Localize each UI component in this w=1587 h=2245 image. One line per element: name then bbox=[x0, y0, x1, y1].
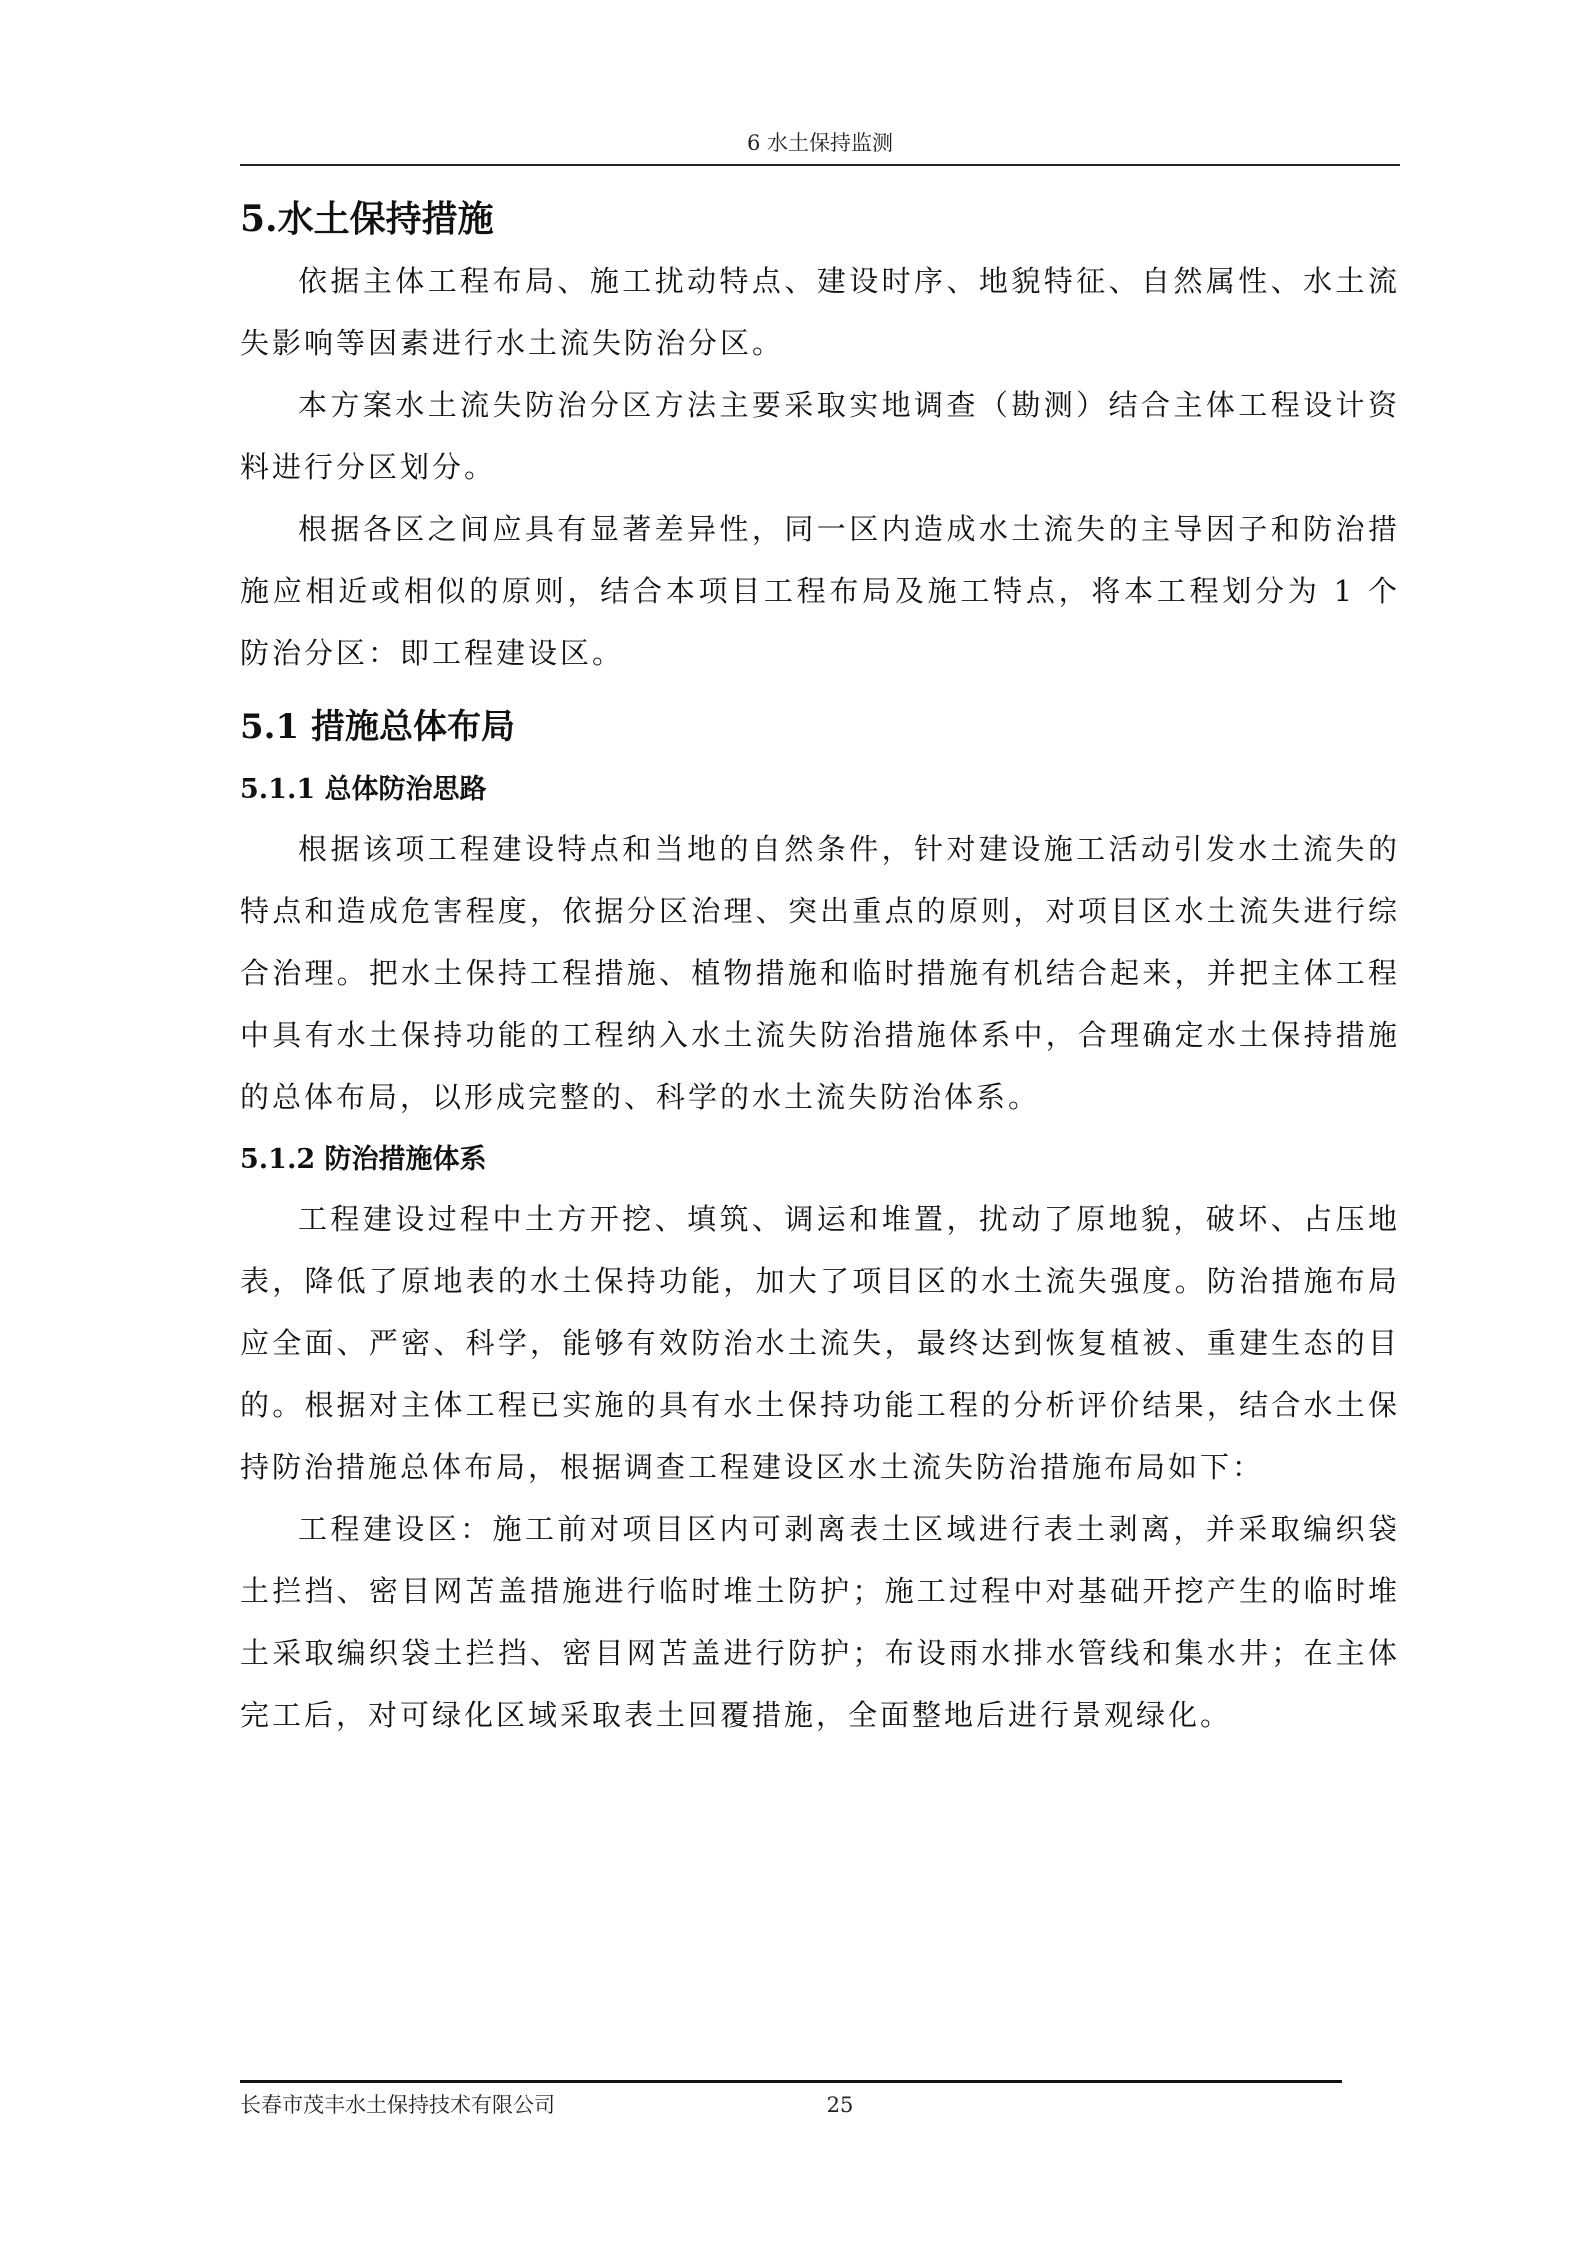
running-header: 6 水土保持监测 bbox=[746, 131, 894, 155]
subsubsection-title: 5.1.2 防治措施体系 bbox=[240, 1144, 487, 1175]
paragraph: 本方案水土流失防治分区方法主要采取实地调查（勘测）结合主体工程设计资料进行分区划分。 bbox=[240, 388, 1400, 484]
paragraph: 工程建设过程中土方开挖、填筑、调运和堆置，扰动了原地貌，破坏、占压地表，降低了原地表的水土保持功能，加大了项目区的水土流失强度。防治措施布局应全面、严密、科学，能够有效防治水土流失，最终达到恢复植被、重建生态的目的。根据对主体工程已实施的具有水土保持功能工程的分析评价结果，结合水土保持防治措施总体布局，根据调查工程建设区水土流失防治措施布局如下： bbox=[240, 1202, 1400, 1484]
page-number: 25 bbox=[826, 2093, 854, 2117]
footer-divider bbox=[240, 2080, 1342, 2083]
page-body bbox=[240, 188, 1400, 1746]
header-divider bbox=[240, 164, 1400, 166]
subsubsection-title: 5.1.1 总体防治思路 bbox=[240, 774, 487, 805]
paragraph: 工程建设区：施工前对项目区内可剥离表土区域进行表土剥离，并采取编织袋土拦挡、密目网苫盖措施进行临时堆土防护；施工过程中对基础开挖产生的临时堆土采取编织袋土拦挡、密目网苫盖进行防护；布设雨水排水管线和集水井；在主体完工后，对可绿化区域采取表土回覆措施，全面整地后进行景观绿化。 bbox=[240, 1512, 1400, 1732]
paragraph: 依据主体工程布局、施工扰动特点、建设时序、地貌特征、自然属性、水土流失影响等因素进行水土流失防治分区。 bbox=[240, 264, 1400, 360]
footer-company: 长春市茂丰水土保持技术有限公司 bbox=[240, 2093, 555, 2117]
paragraph: 根据该项工程建设特点和当地的自然条件，针对建设施工活动引发水土流失的特点和造成危害程度，依据分区治理、突出重点的原则，对项目区水土流失进行综合治理。把水土保持工程措施、植物措施和临时措施有机结合起来，并把主体工程中具有水土保持功能的工程纳入水土流失防治措施体系中，合理确定水土保持措施的总体布局，以形成完整的、科学的水土流失防治体系。 bbox=[240, 832, 1400, 1114]
subsection-title: 5.1 措施总体布局 bbox=[240, 707, 515, 747]
section-title: 5.水土保持措施 bbox=[240, 198, 494, 240]
paragraph: 根据各区之间应具有显著差异性，同一区内造成水土流失的主导因子和防治措施应相近或相似的原则，结合本项目工程布局及施工特点，将本工程划分为 1 个防治分区：即工程建设区。 bbox=[240, 512, 1400, 670]
